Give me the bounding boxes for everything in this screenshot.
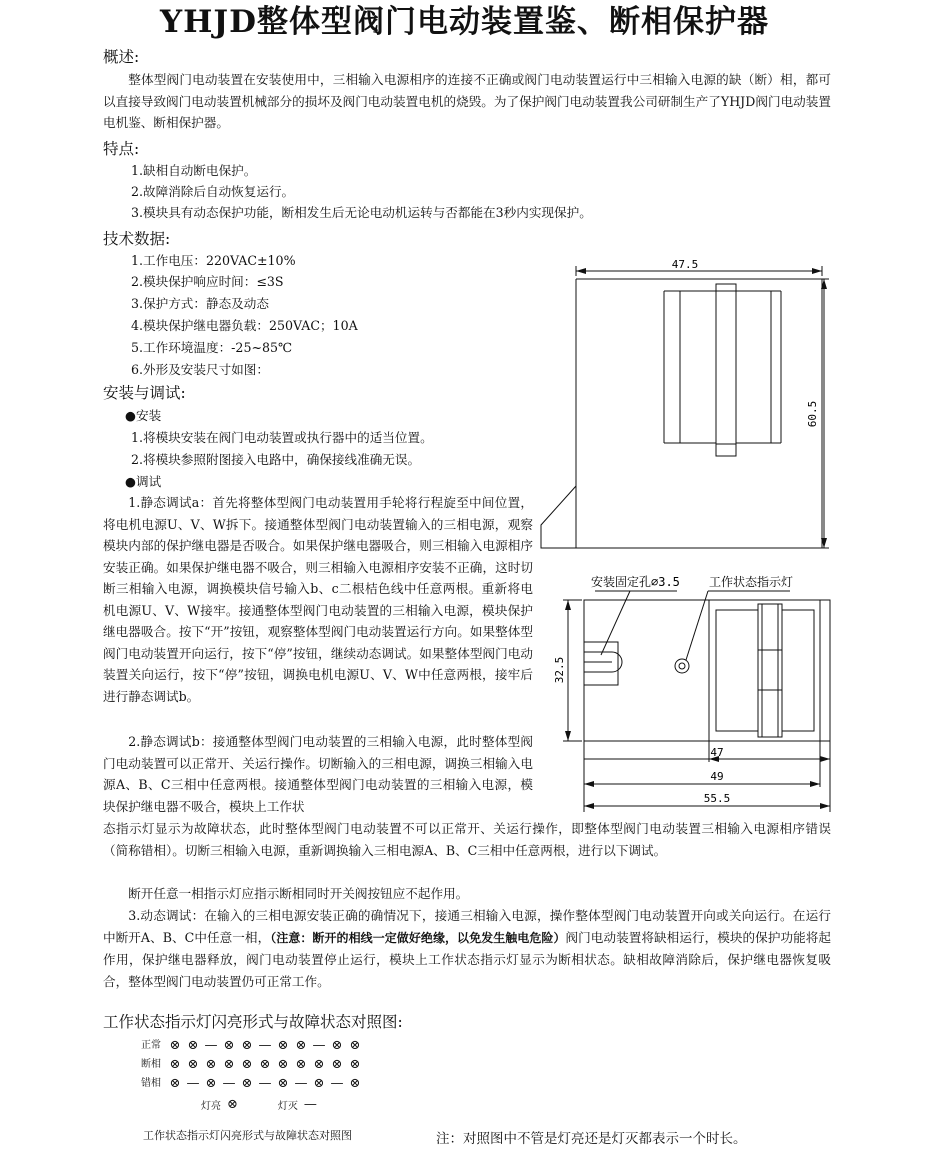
- lamp-cell: ⊗: [241, 1076, 253, 1091]
- tech-item: 2.模块保护响应时间：≤3S: [131, 274, 284, 289]
- lamp-cell: ⊗: [241, 1038, 253, 1053]
- legend-off-symbol: —: [303, 1097, 317, 1112]
- debug-bullet: ●调试: [125, 474, 162, 489]
- features-heading: 特点:: [103, 140, 140, 158]
- dim-49: 49: [710, 770, 724, 783]
- row-label: 正常: [141, 1040, 161, 1051]
- static-debug-a: 1.静态调试a：首先将整体型阀门电动装置用手轮将行程旋至中间位置，将电机电源U、V、W拆下。接通整体型阀门电动装置输入的三相电源，观察模块内部的保护继电器是否吸合。如果保护继电器吸合，则三相输入电源相序安装正确。如果保护继电器不吸合，则三相输入电源相序安装不正确，这时切断三相输入电源，调换模块信号输入b、c二根桔色线中任意两根。重新将电机电源U、V、W接牢。接通整体型阀门电动装置的三相输入电源，模块保护继电器吸合。按下“开”按钮，观察整体型阀门电动装置运行方向。如果整体型阀门电动装置开向运行，按下“停”按钮，继续动态调试。如果整体型阀门电动装置关向运行，按下“停”按钮，调换电机电源U、V、W中任意两根，接牢后进行静态调试b。: [103, 495, 533, 704]
- lamp-cell: —: [204, 1038, 218, 1053]
- lamp-cell: ⊗: [313, 1076, 325, 1091]
- legend-on-label: 灯亮: [201, 1101, 221, 1112]
- lamp-cell: ⊗: [205, 1057, 217, 1072]
- dynamic-debug-pre: 3.动态调试：在输入的三相电源安装正确的确情况下，接通三相输入电源，操作整体型阀门电动装置开向或关向运行。在运行中断开A、B、C中任意一相，: [103, 908, 831, 945]
- label-mount-hole: 安装固定孔⌀3.5: [591, 575, 680, 589]
- lamp-cell: ⊗: [331, 1057, 343, 1072]
- install-heading: 安装与调试:: [103, 384, 186, 402]
- tech-item: 5.工作环境温度：-25~85℃: [131, 340, 293, 355]
- static-debug-b-part1: 2.静态调试b：接通整体型阀门电动装置的三相输入电源，此时整体型阀门电动装置可以正常开、关运行操作。切断输入的三相电源，调换三相输入电源A、B、C三相中任意两根。接通整体型阀门电动装置的三相输入电源，模块保护继电器不吸合，模块上工作状: [103, 734, 533, 814]
- feature-item: 3.模块具有动态保护功能，断相发生后无论电动机运转与否都能在3秒内实现保护。: [131, 205, 592, 220]
- lamp-cell: —: [258, 1038, 272, 1053]
- dim-55-5: 55.5: [703, 792, 731, 805]
- lamp-cell: —: [258, 1076, 272, 1091]
- lamp-cell: ⊗: [169, 1057, 181, 1072]
- lamp-cell: ⊗: [277, 1057, 289, 1072]
- install-item: 1.将模块安装在阀门电动装置或执行器中的适当位置。: [131, 430, 433, 445]
- table-caption: 工作状态指示灯闪亮形式与故障状态对照图: [143, 1129, 352, 1142]
- lamp-cell: ⊗: [187, 1038, 199, 1053]
- lamp-cell: ⊗: [169, 1038, 181, 1053]
- lamp-cell: ⊗: [277, 1076, 289, 1091]
- lamp-cell: ⊗: [349, 1057, 361, 1072]
- install-item: 2.将模块参照附图接入电路中，确保接线准确无误。: [131, 452, 421, 467]
- tech-item: 4.模块保护继电器负载：250VAC；10A: [131, 318, 358, 333]
- lamp-cell: ⊗: [259, 1057, 271, 1072]
- overview-text: 整体型阀门电动装置在安装使用中，三相输入电源相序的连接不正确或阀门电动装置运行中三相输入电源的缺（断）相，都可以直接导致阀门电动装置机械部分的损坏及阀门电动装置电机的烧毁。为了保护阀门电动装置我公司研制生产了YHJD阀门电动装置电机鉴、断相保护器。: [103, 72, 831, 130]
- lamp-cell: ⊗: [241, 1057, 253, 1072]
- grid-row-normal: [141, 1036, 364, 1055]
- install-bullet: ●安装: [125, 408, 162, 423]
- lamp-cell: ⊗: [223, 1038, 235, 1053]
- feature-item: 1.缺相自动断电保护。: [131, 163, 257, 178]
- dynamic-debug-warning: （注意：断开的相线一定做好绝缘，以免发生触电危险）: [270, 930, 566, 945]
- legend-off-label: 灯灭: [277, 1101, 298, 1112]
- lamp-cell: ⊗: [169, 1076, 181, 1091]
- page-title: YHJD整体型阀门电动装置鉴、断相保护器: [160, 4, 769, 40]
- dynamic-debug-post: 阀门电动装置将缺相运行，模块的保护功能将起作用，保护继电器释放，阀门电动装置停止运行，模块上工作状态指示灯显示为断相状态。缺相故障消除后，保护继电器恢复吸合，整体型阀门电动装置仍可正常工作。: [103, 929, 831, 989]
- dim-47-5: 47.5: [671, 258, 699, 271]
- lamp-cell: —: [330, 1076, 344, 1091]
- overview-heading: 概述:: [103, 48, 140, 66]
- lamp-cell: ⊗: [295, 1038, 307, 1053]
- grid-row-phase-break: [141, 1055, 364, 1074]
- tech-item: 3.保护方式：静态及动态: [131, 296, 269, 311]
- tech-heading: 技术数据:: [103, 230, 171, 248]
- lamp-cell: —: [312, 1038, 326, 1053]
- legend-on-symbol: ⊗: [227, 1097, 238, 1112]
- grid-row-wrong-phase: [141, 1074, 364, 1093]
- lamp-cell: —: [294, 1076, 308, 1091]
- lamp-cell: ⊗: [331, 1038, 343, 1053]
- dim-32-5: 32.5: [553, 656, 566, 684]
- label-indicator-lamp: 工作状态指示灯: [709, 575, 794, 589]
- dim-47: 47: [710, 746, 724, 759]
- lamp-cell: ⊗: [295, 1057, 307, 1072]
- feature-item: 2.故障消除后自动恢复运行。: [131, 184, 295, 199]
- dim-60-5: 60.5: [806, 400, 819, 428]
- lamp-cell: ⊗: [205, 1076, 217, 1091]
- indicator-table-heading: 工作状态指示灯闪亮形式与故障状态对照图:: [103, 1013, 403, 1031]
- tech-item: 6.外形及安装尺寸如图：: [131, 362, 269, 377]
- legend: [201, 1097, 317, 1112]
- lamp-cell: —: [186, 1076, 200, 1091]
- lamp-cell: ⊗: [349, 1076, 361, 1091]
- indicator-grid: [141, 1036, 364, 1093]
- lamp-cell: ⊗: [313, 1057, 325, 1072]
- tech-item: 1.工作电压：220VAC±10%: [131, 253, 296, 268]
- lamp-cell: —: [222, 1076, 236, 1091]
- lamp-cell: ⊗: [187, 1057, 199, 1072]
- lamp-cell: ⊗: [349, 1038, 361, 1053]
- lamp-cell: ⊗: [223, 1057, 235, 1072]
- static-debug-b-part2: 态指示灯显示为故障状态，此时整体型阀门电动装置不可以正常开、关运行操作，即整体型阀门电动装置三相输入电源相序错误（简称错相）。切断三相输入电源，重新调换输入三相电源A、B、C三相中任意两根，进行以下调试。: [103, 821, 831, 858]
- row-label: 断相: [141, 1059, 161, 1070]
- break-phase-note: 断开任意一相指示灯应指示断相同时开关阀按钮应不起作用。: [128, 886, 469, 901]
- table-note: 注：对照图中不管是灯亮还是灯灭都表示一个时长。: [436, 1131, 747, 1147]
- row-label: 错相: [141, 1078, 161, 1089]
- lamp-cell: ⊗: [277, 1038, 289, 1053]
